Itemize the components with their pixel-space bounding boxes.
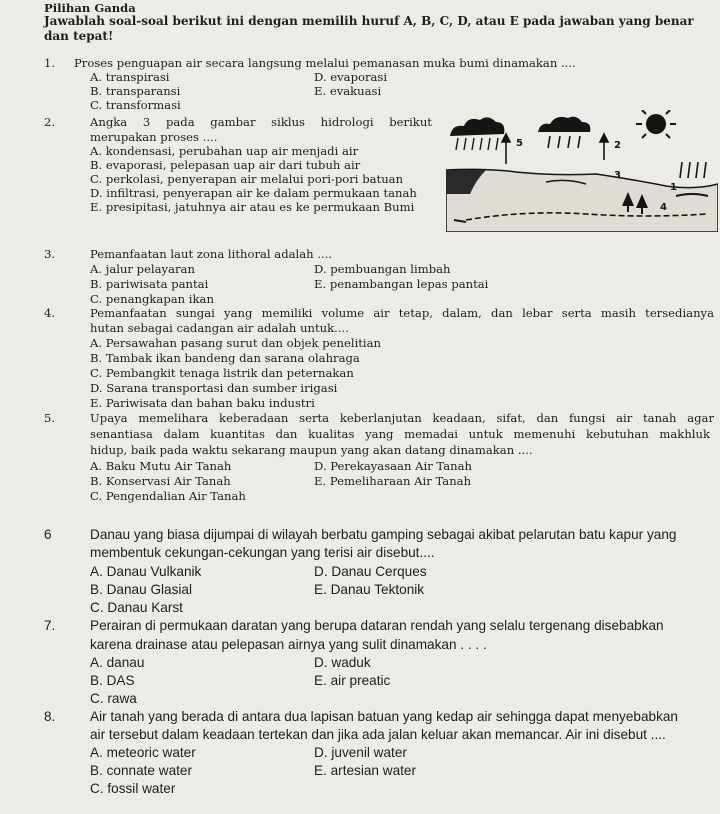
q3-option-b[interactable]: B. pariwisata pantai <box>90 277 209 291</box>
q8-text-line-2: air tersebut dalam keadaan tertekan dan jika ada jalan keluar akan memancar. Air ini disebut .... <box>90 727 666 742</box>
center-rain-icon <box>548 136 580 148</box>
cloud-center-icon <box>538 117 590 132</box>
q7-option-b[interactable]: B. DAS <box>90 673 135 688</box>
diagram-label-2: 2 <box>614 140 621 151</box>
q4-option-b[interactable]: B. Tambak ikan bandeng dan sarana olahraga <box>90 351 360 365</box>
q2-text-line-2: merupakan proses .... <box>90 130 218 144</box>
q8-option-c[interactable]: C. fossil water <box>90 781 176 796</box>
q6-number: 6 <box>44 527 52 542</box>
q5-number: 5. <box>44 411 56 425</box>
q3-text: Pemanfaatan laut zona lithoral adalah .... <box>90 247 333 261</box>
q2-text-line-1 <box>90 116 432 129</box>
instruction-line-1: Jawablah soal-soal berikut ini dengan memilih huruf A, B, C, D, atau E pada jawaban yang benar <box>44 14 694 28</box>
q8-option-a[interactable]: A. meteoric water <box>90 745 196 760</box>
q5-option-e[interactable]: E. Pemeliharaan Air Tanah <box>314 474 472 488</box>
q8-number: 8. <box>44 709 56 724</box>
q5-option-b[interactable]: B. Konservasi Air Tanah <box>90 474 231 488</box>
q2-option-b[interactable]: B. evaporasi, pelepasan uap air dari tubuh air <box>90 158 361 172</box>
q3-option-a[interactable]: A. jalur pelayaran <box>90 262 195 276</box>
q4-number: 4. <box>44 306 56 320</box>
q1-number: 1. <box>44 56 56 70</box>
q2-option-a[interactable]: A. kondensasi, perubahan uap air menjadi air <box>90 144 359 158</box>
q4-option-a[interactable]: A. Persawahan pasang surut dan objek penelitian <box>90 336 382 350</box>
q6-text-line-1: Danau yang biasa dijumpai di wilayah berbatu gamping sebagai akibat pelarutan batu kapur yang <box>90 527 677 542</box>
q2-option-c[interactable]: C. perkolasi, penyerapan air melalui pori-pori batuan <box>90 172 404 186</box>
q4-option-e[interactable]: E. Pariwisata dan bahan baku industri <box>90 396 315 410</box>
q5-text-line-1: Upaya memelihara keberadaan serta keberlanjutan keadaan, sifat, dan fungsi air tanah agar <box>90 411 714 425</box>
diagram-label-4: 4 <box>660 202 667 213</box>
q4-option-d[interactable]: D. Sarana transportasi dan sumber irigasi <box>90 381 338 395</box>
cloud-left-icon <box>450 117 504 136</box>
q5-option-d[interactable]: D. Perekayasaan Air Tanah <box>314 459 473 473</box>
q3-option-e[interactable]: E. penambangan lepas pantai <box>314 277 489 291</box>
q3-number: 3. <box>44 247 56 261</box>
land-profile <box>446 169 718 232</box>
q5-option-c[interactable]: C. Pengendalian Air Tanah <box>90 489 246 503</box>
q8-option-b[interactable]: B. connate water <box>90 763 193 778</box>
diagram-label-5: 5 <box>516 138 523 149</box>
instruction-line-2: dan tepat! <box>44 29 114 43</box>
q6-option-d[interactable]: D. Danau Cerques <box>314 564 427 579</box>
q4-text-line-1: Pemanfaatan sungai yang memiliki volume air tetap, dalam, dan lebar serta masih tersedianya <box>90 306 714 320</box>
q5-option-a[interactable]: A. Baku Mutu Air Tanah <box>90 459 232 473</box>
hydrologic-cycle-diagram <box>446 110 718 232</box>
q2-number: 2. <box>44 115 56 129</box>
q7-option-c[interactable]: C. rawa <box>90 691 137 706</box>
q3-option-d[interactable]: D. pembuangan limbah <box>314 262 451 276</box>
q1-text: Proses penguapan air secara langsung melalui pemanasan muka bumi dinamakan .... <box>74 56 576 70</box>
q2-word: berikut <box>389 115 432 129</box>
q7-text-line-1: Perairan di permukaan daratan yang berupa dataran rendah yang selalu tergenang disebabkan <box>90 618 664 633</box>
q1-option-b[interactable]: B. transparansi <box>90 84 181 98</box>
diagram-label-3: 3 <box>614 170 621 181</box>
right-rain-icon <box>680 162 706 178</box>
q5-text-line-2: senantiasa dalam kuantitas dan kualitas yang memadai untuk memenuhi kebutuhan makhluk <box>90 427 710 441</box>
q6-option-e[interactable]: E. Danau Tektonik <box>314 582 425 597</box>
q7-text-line-2: karena drainase atau pelepasan airnya yang sulit dinamakan . . . . <box>90 637 487 652</box>
q6-option-a[interactable]: A. Danau Vulkanik <box>90 564 202 579</box>
q6-option-c[interactable]: C. Danau Karst <box>90 600 183 615</box>
q1-option-e[interactable]: E. evakuasi <box>314 84 382 98</box>
rain-lines-icon <box>456 138 498 150</box>
q1-option-a[interactable]: A. transpirasi <box>90 70 170 84</box>
q2-word: siklus <box>271 115 305 129</box>
q7-number: 7. <box>44 618 56 633</box>
q8-text-line-1: Air tanah yang berada di antara dua lapisan batuan yang kedap air sehingga dapat menyebabkan <box>90 709 678 724</box>
q8-option-e[interactable]: E. artesian water <box>314 763 416 778</box>
q4-text-line-2: hutan sebagai cadangan air adalah untuk.... <box>90 321 349 335</box>
q7-option-d[interactable]: D. waduk <box>314 655 371 670</box>
q3-option-c[interactable]: C. penangkapan ikan <box>90 292 214 306</box>
q2-word: Angka <box>90 115 128 129</box>
q2-word: gambar <box>210 115 256 129</box>
q2-word: pada <box>165 115 195 129</box>
q1-option-c[interactable]: C. transformasi <box>90 98 181 112</box>
q7-option-a[interactable]: A. danau <box>90 655 145 670</box>
q2-word: hidrologi <box>320 115 374 129</box>
q4-option-c[interactable]: C. Pembangkit tenaga listrik dan peternakan <box>90 366 354 380</box>
q2-option-d[interactable]: D. infiltrasi, penyerapan air ke dalam permukaan tanah <box>90 186 417 200</box>
sun-icon <box>636 110 676 138</box>
q7-option-e[interactable]: E. air preatic <box>314 673 391 688</box>
q1-option-d[interactable]: D. evaporasi <box>314 70 388 84</box>
section-title: Pilihan Ganda <box>44 1 136 15</box>
q8-option-d[interactable]: D. juvenil water <box>314 745 407 760</box>
q2-option-e[interactable]: E. presipitasi, jatuhnya air atau es ke permukaan Bumi <box>90 200 415 214</box>
diagram-label-1: 1 <box>670 182 677 193</box>
q5-text-line-3: hidup, baik pada waktu sekarang maupun yang akan datang dinamakan .... <box>90 443 533 457</box>
q6-text-line-2: membentuk cekungan-cekungan yang terisi air disebut.... <box>90 545 435 560</box>
q6-option-b[interactable]: B. Danau Glasial <box>90 582 193 597</box>
q2-word: 3 <box>142 115 151 129</box>
